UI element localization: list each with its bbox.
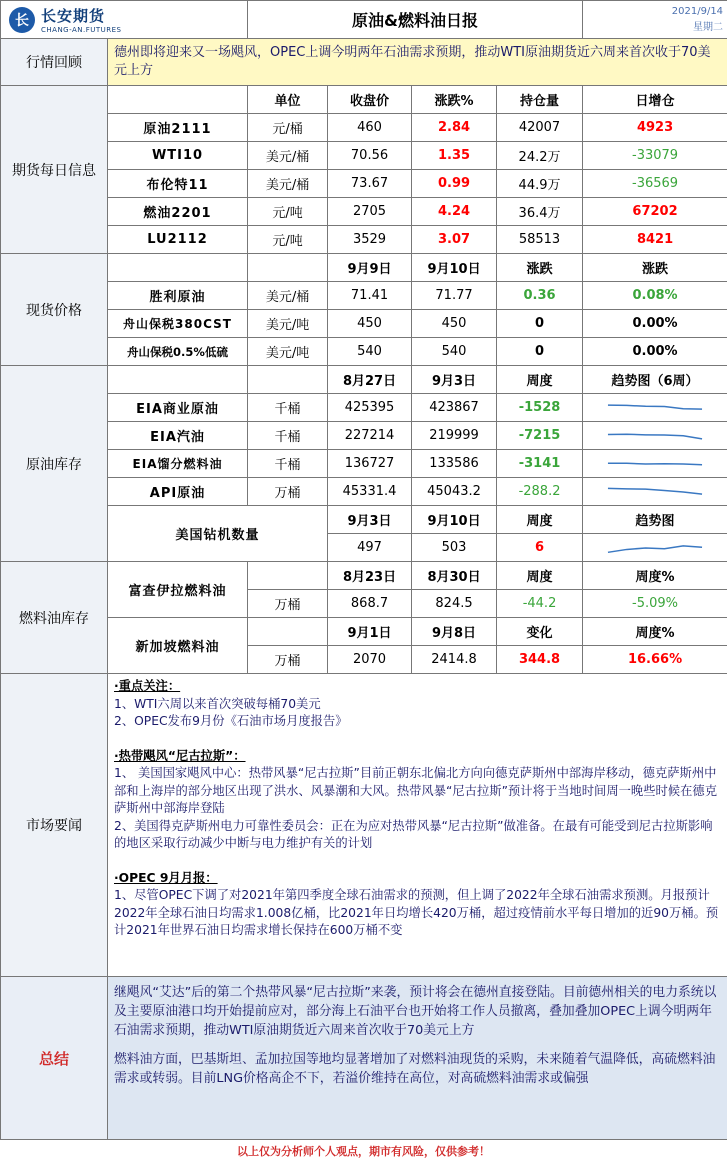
spot-chg: 0 [497, 310, 583, 338]
singapore-name: 新加坡燃料油 [108, 618, 248, 674]
spot-name: 舟山保税0.5%低硫 [108, 338, 248, 366]
crude-d1: 45331.4 [328, 478, 412, 506]
spot-name: 舟山保税380CST [108, 310, 248, 338]
spot-pct: 0.00% [583, 338, 727, 366]
singapore-unit: 万桶 [248, 646, 328, 674]
crude-label: 原油库存 [1, 366, 108, 562]
rig-d2: 503 [412, 534, 497, 562]
fuel-label: 燃料油库存 [1, 562, 108, 674]
rig-header-row [1, 506, 727, 534]
futures-doi: 4923 [583, 114, 727, 142]
crude-name: API原油 [108, 478, 248, 506]
futures-name: 布伦特11 [108, 170, 248, 198]
crude-trend [583, 422, 727, 450]
futures-close: 73.67 [328, 170, 412, 198]
crude-unit: 千桶 [248, 422, 328, 450]
futures-name: WTI10 [108, 142, 248, 170]
report-title: 原油&燃料油日报 [248, 1, 583, 39]
date-text: 2021/9/14 [671, 5, 724, 17]
crude-trend [583, 394, 727, 422]
crude-trend [583, 450, 727, 478]
futures-doi: -33079 [583, 142, 727, 170]
crude-trend [583, 478, 727, 506]
singapore-header-d2: 9月8日 [412, 618, 497, 646]
spot-chg: 0.36 [497, 282, 583, 310]
futures-row [1, 170, 727, 198]
spot-name: 胜利原油 [108, 282, 248, 310]
fujairah-header-pct: 周度% [583, 562, 727, 590]
futures-close: 2705 [328, 198, 412, 226]
spot-d2: 540 [412, 338, 497, 366]
crude-unit: 千桶 [248, 394, 328, 422]
spot-d1: 71.41 [328, 282, 412, 310]
summary-paragraph: 燃料油方面，巴基斯坦、孟加拉国等地均显著增加了对燃料油现货的采购，未来随着气温降低，高硫燃料油需求或转弱。目前LNG价格高企不下，若溢价维持在高位，对高硫燃料油需求或偏强 [114, 1052, 716, 1086]
spot-pct: 0.08% [583, 282, 727, 310]
opec-item: 1、尽管OPEC下调了对2021年第四季度全球石油需求的预测，但上调了2022年全球石油需求预测。月报预计2022年全球石油日均需求1.008亿桶，比2021年日均增长420万桶，超过疫情前水平每日增加的近90万桶。预计2021年世界石油日均需求增长保持在600万桶不变 [114, 888, 719, 937]
singapore-header-blank [248, 618, 328, 646]
spot-header-chg: 涨跌 [497, 254, 583, 282]
crude-row [1, 478, 727, 506]
sparkline-series [608, 545, 702, 551]
futures-unit: 元/吨 [248, 226, 328, 254]
disclaimer-footer: 以上仅为分析师个人观点，期市有风险，仅供参考！ [237, 1145, 490, 1158]
spot-header-unit-blank [248, 254, 328, 282]
futures-doi: 67202 [583, 198, 727, 226]
spot-header-blank [108, 254, 248, 282]
focus-item: 1、WTI六周以来首次突破每桶70美元 [114, 696, 321, 711]
futures-unit: 美元/桶 [248, 170, 328, 198]
futures-chg: 4.24 [412, 198, 497, 226]
futures-unit: 元/桶 [248, 114, 328, 142]
logo-name-en: CHANG-AN.FUTURES [41, 26, 122, 34]
rig-header-d1: 9月3日 [328, 506, 412, 534]
review-label: 行情回顾 [1, 39, 108, 86]
focus-item: 2、OPEC发布9月份《石油市场月度报告》 [114, 714, 348, 728]
crude-header-trend: 趋势图（6周） [583, 366, 727, 394]
futures-unit: 元/吨 [248, 198, 328, 226]
futures-name: 燃油2201 [108, 198, 248, 226]
crude-row [1, 394, 727, 422]
review-row [1, 39, 727, 86]
trend-sparkline [606, 399, 704, 417]
fujairah-header-blank [248, 562, 328, 590]
sparkline-series [608, 405, 702, 409]
weekday-text: 星期二 [693, 21, 724, 33]
crude-chg: -1528 [497, 394, 583, 422]
sparkline-series [608, 463, 702, 464]
singapore-pct: 16.66% [583, 646, 727, 674]
spot-d2: 71.77 [412, 282, 497, 310]
futures-close: 3529 [328, 226, 412, 254]
futures-header-oi: 持仓量 [497, 86, 583, 114]
futures-header-chg: 涨跌% [412, 86, 497, 114]
rig-header-d2: 9月10日 [412, 506, 497, 534]
futures-oi: 44.9万 [497, 170, 583, 198]
crude-row [1, 422, 727, 450]
storm-item: 2、美国得克萨斯州电力可靠性委员会：正在为应对热带风暴“尼古拉斯”做准备。在最有可能受到尼古拉斯影响的地区采取行动减少中断与电力维护有关的计划 [114, 818, 713, 850]
futures-header-row [1, 86, 727, 114]
spot-header-d2: 9月10日 [412, 254, 497, 282]
crude-d1: 425395 [328, 394, 412, 422]
crude-d2: 133586 [412, 450, 497, 478]
rig-chg: 6 [497, 534, 583, 562]
crude-d1: 136727 [328, 450, 412, 478]
futures-name: LU2112 [108, 226, 248, 254]
futures-chg: 3.07 [412, 226, 497, 254]
review-text: 德州即将迎来又一场飓风，OPEC上调今明两年石油需求预期，推动WTI原油期货近六周来首次收于70美元上方 [108, 39, 727, 86]
futures-row [1, 226, 727, 254]
crude-header-d2: 9月3日 [412, 366, 497, 394]
crude-d1: 227214 [328, 422, 412, 450]
fujairah-name: 富查伊拉燃料油 [108, 562, 248, 618]
crude-chg: -3141 [497, 450, 583, 478]
futures-unit: 美元/桶 [248, 142, 328, 170]
fujairah-header-d2: 8月30日 [412, 562, 497, 590]
storm-title: ·热带飓风“尼古拉斯”： [114, 748, 246, 763]
singapore-header-pct: 周度% [583, 618, 727, 646]
futures-close: 460 [328, 114, 412, 142]
crude-chg: -288.2 [497, 478, 583, 506]
news-row [1, 674, 727, 977]
spot-d1: 540 [328, 338, 412, 366]
spot-header-row [1, 254, 727, 282]
futures-row [1, 114, 727, 142]
crude-chg: -7215 [497, 422, 583, 450]
crude-name: EIA汽油 [108, 422, 248, 450]
futures-header-doi: 日增仓 [583, 86, 727, 114]
crude-header-d1: 8月27日 [328, 366, 412, 394]
singapore-d2: 2414.8 [412, 646, 497, 674]
futures-doi: 8421 [583, 226, 727, 254]
crude-header-blank [108, 366, 248, 394]
futures-chg: 0.99 [412, 170, 497, 198]
rig-d1: 497 [328, 534, 412, 562]
fujairah-chg: -44.2 [497, 590, 583, 618]
futures-row [1, 198, 727, 226]
sparkline-series [608, 434, 702, 439]
fujairah-unit: 万桶 [248, 590, 328, 618]
spot-header-pct: 涨跌 [583, 254, 727, 282]
fujairah-d2: 824.5 [412, 590, 497, 618]
crude-row [1, 450, 727, 478]
crude-name: EIA商业原油 [108, 394, 248, 422]
crude-unit: 千桶 [248, 450, 328, 478]
futures-chg: 1.35 [412, 142, 497, 170]
futures-header-unit: 单位 [248, 86, 328, 114]
rig-header-trend: 趋势图 [583, 506, 727, 534]
fujairah-header-row [1, 562, 727, 590]
singapore-header-chg: 变化 [497, 618, 583, 646]
opec-title: ·OPEC 9月月报： [114, 870, 218, 885]
futures-name: 原油2111 [108, 114, 248, 142]
focus-title: ·重点关注： [114, 679, 181, 693]
crude-name: EIA馏分燃料油 [108, 450, 248, 478]
futures-header-close: 收盘价 [328, 86, 412, 114]
summary-row [1, 977, 727, 1140]
news-content [108, 674, 727, 977]
spot-row [1, 310, 727, 338]
crude-d2: 219999 [412, 422, 497, 450]
futures-close: 70.56 [328, 142, 412, 170]
spot-unit: 美元/桶 [248, 282, 328, 310]
futures-chg: 2.84 [412, 114, 497, 142]
header-row [1, 1, 727, 39]
logo-name-cn: 长安期货 [41, 7, 106, 25]
spot-chg: 0 [497, 338, 583, 366]
fujairah-header-d1: 8月23日 [328, 562, 412, 590]
futures-row [1, 142, 727, 170]
spot-header-d1: 9月9日 [328, 254, 412, 282]
futures-header-blank [108, 86, 248, 114]
trend-sparkline [606, 539, 704, 557]
summary-label: 总结 [1, 977, 108, 1140]
crude-unit: 万桶 [248, 478, 328, 506]
rig-trend [583, 534, 727, 562]
spot-label: 现货价格 [1, 254, 108, 366]
spot-row [1, 282, 727, 310]
singapore-header-d1: 9月1日 [328, 618, 412, 646]
spot-unit: 美元/吨 [248, 310, 328, 338]
futures-label: 期货每日信息 [1, 86, 108, 254]
fujairah-pct: -5.09% [583, 590, 727, 618]
crude-d2: 45043.2 [412, 478, 497, 506]
singapore-chg: 344.8 [497, 646, 583, 674]
crude-d2: 423867 [412, 394, 497, 422]
storm-item: 1、 美国国家飓风中心：热带风暴“尼古拉斯”目前正朝东北偏北方向向德克萨斯州中部海岸移动，德克萨斯州中部和上海岸的部分地区出现了洪水、风暴潮和大风。热带风暴“尼古拉斯”预计将于当地时间周一晚些时候在德克萨斯州中部海岸登陆 [114, 766, 717, 815]
fujairah-header-chg: 周度 [497, 562, 583, 590]
rig-name: 美国钻机数量 [108, 506, 328, 562]
spot-row [1, 338, 727, 366]
trend-sparkline [606, 455, 704, 473]
futures-oi: 58513 [497, 226, 583, 254]
logo [1, 1, 248, 39]
news-label: 市场要闻 [1, 674, 108, 977]
spot-unit: 美元/吨 [248, 338, 328, 366]
futures-oi: 42007 [497, 114, 583, 142]
futures-oi: 36.4万 [497, 198, 583, 226]
singapore-d1: 2070 [328, 646, 412, 674]
logo-icon: 长 [9, 7, 35, 33]
crude-header-chg: 周度 [497, 366, 583, 394]
summary-paragraph: 继飓风“艾达”后的第二个热带风暴“尼古拉斯”来袭，预计将会在德州直接登陆。目前德州相关的电力系统以及主要原油港口均开始提前应对，部分海上石油平台也开始将工作人员撤离，叠加叠加OPEC上调今明两年石油需求预期，推动WTI原油期货近六周来首次收于70美元上方 [114, 985, 717, 1038]
crude-header-row [1, 366, 727, 394]
crude-header-unit-blank [248, 366, 328, 394]
singapore-header-row [1, 618, 727, 646]
futures-doi: -36569 [583, 170, 727, 198]
rig-header-chg: 周度 [497, 506, 583, 534]
trend-sparkline [606, 427, 704, 445]
spot-d1: 450 [328, 310, 412, 338]
report-date [583, 1, 727, 39]
sparkline-series [608, 488, 702, 494]
summary-content [108, 977, 727, 1140]
spot-pct: 0.00% [583, 310, 727, 338]
fujairah-d1: 868.7 [328, 590, 412, 618]
trend-sparkline [606, 483, 704, 501]
futures-oi: 24.2万 [497, 142, 583, 170]
spot-d2: 450 [412, 310, 497, 338]
